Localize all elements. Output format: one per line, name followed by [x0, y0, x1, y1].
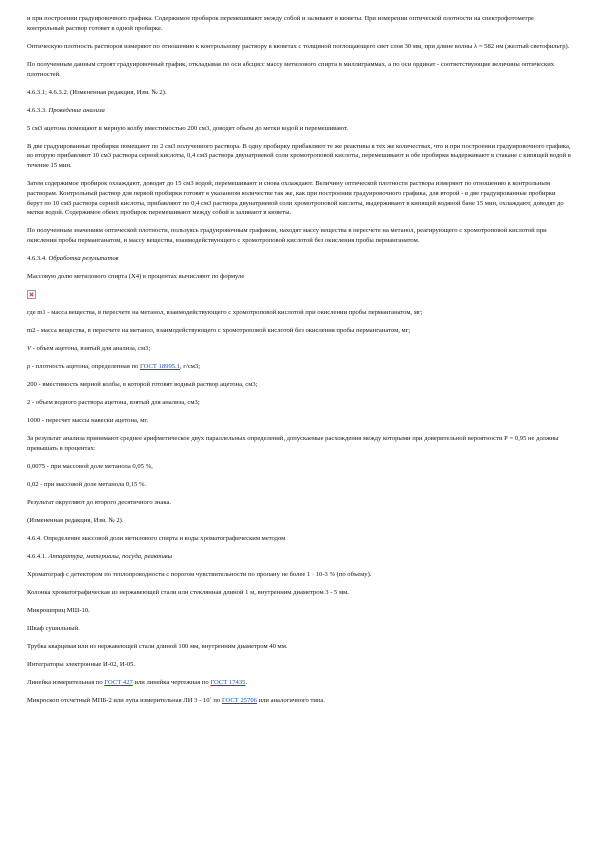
paragraph-text: Линейка измерительная по	[27, 678, 105, 686]
paragraph: 200 - вместимость мерной колбы, в которой готовят водный раствор ацетона, см3;	[27, 381, 258, 389]
section-heading	[27, 552, 572, 562]
paragraph	[27, 678, 572, 688]
paragraph: где m1 - масса вещества, в пересчете на метанол, взаимодействующего с хромотроповой кислотой при окислении пробы перманганатом, мг;	[27, 309, 423, 317]
standard-link[interactable]: ГОСТ 25706	[221, 696, 257, 704]
paragraph	[27, 696, 572, 706]
paragraph-text: .	[245, 678, 248, 686]
broken-image-icon	[27, 290, 36, 299]
paragraph-text: Микроскоп отсчетный МПБ-2 или лупа измерительная ЛИ 3 - 10´ по	[27, 696, 222, 704]
paragraph: В две градуированные пробирки помещают по 2 см3 полученного раствора. В одну пробирку прибавляют те же реактивы в тех же количествах, что и при построении градуировочного графика, во вторую прибавляют 10 см3 раствора серной кислоты, 0,4 см3 раствора двунатриевой соли хромотроповой кислоты, перемешивают и обе пробирки выдерживают в стакане с кипящей водой в течение 15 мин.	[27, 142, 571, 170]
paragraph: 2 - объем водного раствора ацетона, взятый для анализа, см3;	[27, 399, 200, 407]
section-number: 4.6.3.4.	[27, 255, 49, 263]
section-title: Проведение анализа	[48, 106, 105, 114]
paragraph-text: , г/см3;	[179, 363, 201, 371]
paragraph: 4.6.3.1; 4.6.3.2. (Измененная редакция, Изм. № 2).	[27, 88, 167, 96]
paragraph: 5 см3 ацетона помещают в мерную колбу вместимостью 200 см3, доводят объем до метки водой и перемешивают.	[27, 124, 349, 132]
paragraph: 0,02 - при массовой доле метанола 0,15 %.	[27, 480, 147, 488]
section-title: Обработка результатов	[48, 255, 119, 263]
paragraph: Хроматограф с детектором по теплопроводности с порогом чувствительности по пропану не более 1 · 10-3 % (по объему).	[27, 570, 372, 578]
paragraph: Шкаф сушильный.	[27, 624, 80, 632]
standard-link[interactable]: ГОСТ 17435	[210, 678, 246, 686]
paragraph	[27, 344, 572, 354]
paragraph: (Измененная редакция, Изм. № 2).	[27, 516, 124, 524]
paragraph: 4.6.4. Определение массовой доли метилового спирта и воды хроматографическим методом	[27, 534, 286, 542]
document-page	[27, 14, 572, 714]
paragraph: По полученным значениям оптической плотности, пользуясь градуировочным графиком, находят массу вещества в пересчете на метанол, реагирующего с хромотроповой кислотой при окислении пробы перманганатом, и массу вещества, взаимодействующего с хромотроповой кислотой без окисления пробы перманганатом.	[27, 227, 547, 245]
formula-image-placeholder	[27, 290, 572, 300]
paragraph: m2 - масса вещества, в пересчете на метанол, взаимодействующего с хромотроповой кислотой без окисления пробы перманганатом, мг;	[27, 327, 411, 335]
paragraph-text: или аналогичного типа.	[256, 696, 325, 704]
paragraph	[27, 362, 572, 372]
paragraph-text: ρ - плотность ацетона, определенная по	[27, 363, 140, 371]
standard-link[interactable]: ГОСТ 427	[104, 678, 133, 686]
paragraph: Результат округляют до второго десятичного знака.	[27, 498, 172, 506]
paragraph: Интеграторы электронные И-02, И-05.	[27, 660, 136, 668]
section-number: 4.6.3.3.	[27, 106, 49, 114]
section-title: Аппаратура, материалы, посуда, реактивы	[48, 552, 173, 560]
variable-symbol: V	[27, 345, 32, 353]
paragraph: Массовую долю метилового спирта (X4) в процентах вычисляют по формуле	[27, 273, 245, 281]
standard-link[interactable]: ГОСТ 18995.1	[139, 363, 180, 371]
paragraph: 0,0075 - при массовой доле метанола 0,05 %,	[27, 462, 153, 470]
section-heading	[27, 106, 572, 116]
paragraph-text: или линейка чертежная по	[132, 678, 211, 686]
paragraph: и при построении градуировочного графика. Содержимое пробирок перемешивают между собой и заливают в кюветы. При измерении оптической плотности на спектрофотометре контрольный раствор готовят в одной пробирке.	[27, 15, 534, 32]
paragraph: Микрошприц МШ-10.	[27, 606, 90, 614]
paragraph: Трубка кварцевая или из нержавеющей стали длиной 100 мм, внутренним диаметром 40 мм.	[27, 642, 288, 650]
paragraph-text: - объем ацетона, взятый для анализа, см3;	[31, 345, 151, 353]
paragraph: Оптическую плотность растворов измеряют по отношению к контрольному раствору в кюветах с толщиной поглощающего свет слоя 30 мм, при длине волны λ = 582 нм (желтый светофильтр).	[27, 42, 570, 50]
paragraph: Затем содержимое пробирок охлаждают, доводят до 15 см3 водой, перемешивают и снова охлаждают. Величину оптической плотности раствора измеряют по отношению к контрольным растворам. Контрольный раствор для первой пробирки готовят в указанном количестве так же, как при построении градуировочного графика, для второй - в две градуированные пробирки берут по 10 см3 раствора серной кислоты, прибавляют по 0,4 см3 раствора двунатриевой соли хромотроповой кислоты, выдерживают в кипящей водяной бане 15 мин, охлаждают, доводят до метки водой. Содержимое обеих пробирок перемешивают между собой и заливают в кюветы.	[27, 180, 564, 217]
paragraph: 1000 - пересчет массы навески ацетона, мг.	[27, 417, 149, 425]
paragraph: За результат анализа принимают среднее арифметическое двух параллельных определений, допускаемые расхождения между которыми при доверительной вероятности Р = 0,95 не должны превышать в процентах:	[27, 435, 559, 452]
paragraph: По полученным данным строят градуировочный график, откладывая по оси абсцисс массу метилового спирта в миллиграммах, а по оси ординат - соответствующие величины оптических плотностей.	[27, 60, 555, 78]
paragraph: Колонка хроматографическая из нержавеющей стали или стеклянная длиной 1 м, внутренним диаметром 3 - 5 мм.	[27, 588, 349, 596]
section-number: 4.6.4.1.	[27, 552, 49, 560]
section-heading	[27, 254, 572, 264]
